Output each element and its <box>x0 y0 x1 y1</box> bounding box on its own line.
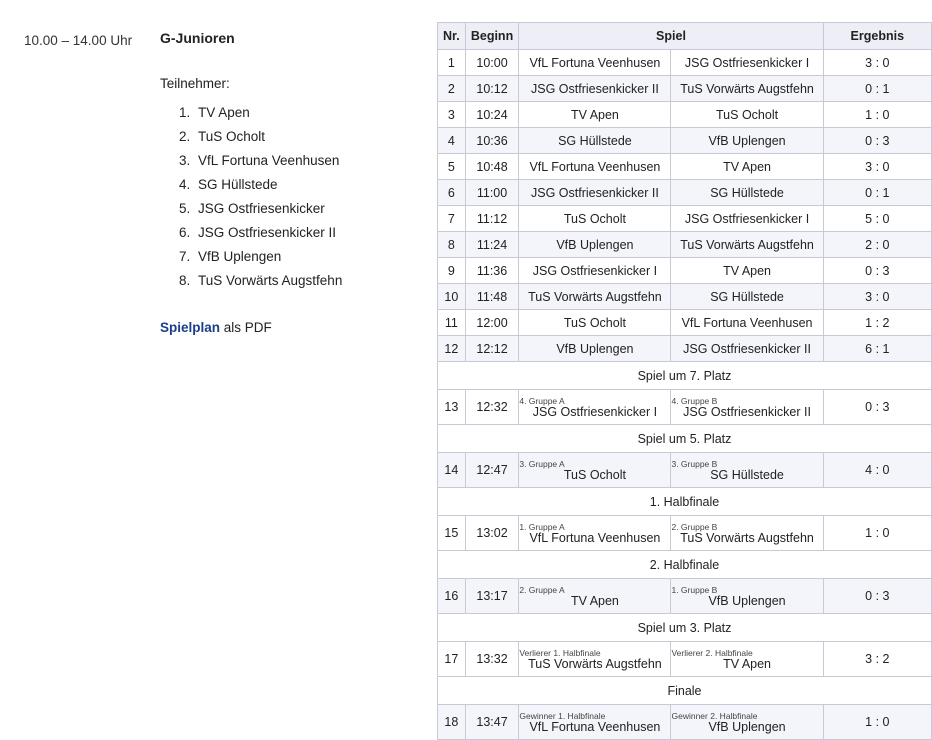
team-name: TuS Ocholt <box>563 467 626 482</box>
table-header-row <box>438 23 932 50</box>
cell-nr: 17 <box>438 642 466 677</box>
cell-team-away <box>671 50 823 76</box>
team-name: JSG Ostfriesenkicker II <box>683 404 811 419</box>
cell-result: 1 : 0 <box>823 705 931 740</box>
team-qualifier-note: Gewinner 1. Halbfinale <box>519 710 606 721</box>
cell-nr: 9 <box>438 258 466 284</box>
table-row <box>438 180 932 206</box>
cell-team-away <box>671 206 823 232</box>
team-qualifier-note: 2. Gruppe B <box>671 521 718 532</box>
cell-team-home <box>519 579 671 614</box>
cell-beginn: 12:32 <box>465 390 519 425</box>
cell-result: 4 : 0 <box>823 453 931 488</box>
team-name: VfL Fortuna Veenhusen <box>529 719 661 734</box>
cell-team-home <box>519 232 671 258</box>
cell-team-away <box>671 232 823 258</box>
cell-team-away <box>671 76 823 102</box>
cell-result: 0 : 3 <box>823 258 931 284</box>
cell-team-home <box>519 154 671 180</box>
cell-beginn: 12:12 <box>465 336 519 362</box>
section-row <box>438 677 932 705</box>
team-name: JSG Ostfriesenkicker I <box>532 263 658 278</box>
section-title: 2. Halbfinale <box>438 551 932 579</box>
cell-team-home <box>519 50 671 76</box>
table-row <box>438 50 932 76</box>
cell-beginn: 13:47 <box>465 705 519 740</box>
cell-team-home <box>519 453 671 488</box>
cell-beginn: 11:36 <box>465 258 519 284</box>
cell-result: 3 : 0 <box>823 50 931 76</box>
team-qualifier-note: 2. Gruppe A <box>519 584 565 595</box>
team-name: VfB Uplengen <box>708 133 786 148</box>
section-row <box>438 362 932 390</box>
team-qualifier-note: Gewinner 2. Halbfinale <box>671 710 758 721</box>
cell-result: 0 : 1 <box>823 180 931 206</box>
cell-team-away <box>671 102 823 128</box>
cell-result: 5 : 0 <box>823 206 931 232</box>
cell-result: 0 : 3 <box>823 390 931 425</box>
table-row <box>438 705 932 740</box>
participant-item: 1. TV Apen <box>194 105 414 120</box>
cell-result: 0 : 3 <box>823 579 931 614</box>
event-time-range: 10.00 – 14.00 Uhr <box>24 33 133 48</box>
team-name: VfB Uplengen <box>556 237 634 252</box>
team-name: TuS Vorwärts Augstfehn <box>680 81 814 96</box>
cell-team-away <box>671 516 823 551</box>
team-name: VfL Fortuna Veenhusen <box>681 315 813 330</box>
time-column <box>0 22 160 740</box>
participants-label: Teilnehmer: <box>160 76 230 91</box>
cell-beginn: 12:00 <box>465 310 519 336</box>
cell-result: 6 : 1 <box>823 336 931 362</box>
team-name: TV Apen <box>723 656 772 671</box>
cell-nr: 14 <box>438 453 466 488</box>
participant-item: 3. VfL Fortuna Veenhusen <box>194 153 414 168</box>
team-name: TuS Vorwärts Augstfehn <box>680 530 814 545</box>
table-row <box>438 579 932 614</box>
table-row <box>438 336 932 362</box>
cell-team-home <box>519 642 671 677</box>
cell-nr: 16 <box>438 579 466 614</box>
cell-beginn: 11:48 <box>465 284 519 310</box>
cell-nr: 2 <box>438 76 466 102</box>
cell-beginn: 11:24 <box>465 232 519 258</box>
team-name: JSG Ostfriesenkicker II <box>531 185 659 200</box>
team-name: SG Hüllstede <box>710 467 784 482</box>
cell-result: 2 : 0 <box>823 232 931 258</box>
cell-nr: 1 <box>438 50 466 76</box>
cell-nr: 3 <box>438 102 466 128</box>
table-row <box>438 258 932 284</box>
cell-nr: 11 <box>438 310 466 336</box>
cell-team-home <box>519 102 671 128</box>
cell-nr: 18 <box>438 705 466 740</box>
cell-team-away <box>671 310 823 336</box>
header-ergebnis: Ergebnis <box>823 23 931 50</box>
cell-nr: 13 <box>438 390 466 425</box>
team-name: VfL Fortuna Veenhusen <box>529 159 661 174</box>
participant-item: 7. VfB Uplengen <box>194 249 414 264</box>
table-row <box>438 642 932 677</box>
cell-beginn: 11:12 <box>465 206 519 232</box>
schedule-table-body <box>438 50 932 740</box>
table-row <box>438 206 932 232</box>
team-qualifier-note: Verlierer 1. Halbfinale <box>519 647 601 658</box>
table-row <box>438 154 932 180</box>
team-name: SG Hüllstede <box>558 133 632 148</box>
team-name: VfB Uplengen <box>708 719 786 734</box>
header-nr: Nr. <box>438 23 466 50</box>
team-name: TuS Vorwärts Augstfehn <box>528 289 662 304</box>
cell-team-home <box>519 310 671 336</box>
cell-beginn: 10:48 <box>465 154 519 180</box>
team-name: VfL Fortuna Veenhusen <box>529 530 661 545</box>
cell-team-home <box>519 390 671 425</box>
section-row <box>438 425 932 453</box>
pdf-line <box>160 320 414 335</box>
team-name: JSG Ostfriesenkicker I <box>684 211 810 226</box>
team-qualifier-note: 3. Gruppe B <box>671 458 718 469</box>
section-title: Spiel um 3. Platz <box>438 614 932 642</box>
cell-team-home <box>519 284 671 310</box>
team-name: TuS Ocholt <box>716 107 779 122</box>
cell-team-home <box>519 180 671 206</box>
cell-beginn: 12:47 <box>465 453 519 488</box>
cell-team-away <box>671 336 823 362</box>
cell-beginn: 11:00 <box>465 180 519 206</box>
cell-team-away <box>671 258 823 284</box>
schedule-table-head <box>438 23 932 50</box>
cell-beginn: 13:02 <box>465 516 519 551</box>
participant-item: 5. JSG Ostfriesenkicker <box>194 201 414 216</box>
cell-team-away <box>671 579 823 614</box>
cell-team-home <box>519 258 671 284</box>
pdf-rest-text: als PDF <box>220 320 272 335</box>
cell-beginn: 13:32 <box>465 642 519 677</box>
cell-team-home <box>519 705 671 740</box>
cell-beginn: 10:00 <box>465 50 519 76</box>
cell-result: 1 : 2 <box>823 310 931 336</box>
cell-beginn: 10:36 <box>465 128 519 154</box>
cell-team-away <box>671 154 823 180</box>
team-name: TV Apen <box>723 263 772 278</box>
cell-result: 0 : 3 <box>823 128 931 154</box>
cell-result: 3 : 0 <box>823 154 931 180</box>
info-column <box>160 22 414 740</box>
team-name: TuS Ocholt <box>563 315 626 330</box>
cell-beginn: 13:17 <box>465 579 519 614</box>
table-row <box>438 453 932 488</box>
section-row <box>438 551 932 579</box>
cell-team-away <box>671 642 823 677</box>
cell-team-away <box>671 284 823 310</box>
schedule-column <box>414 22 932 740</box>
team-name: TuS Vorwärts Augstfehn <box>528 656 662 671</box>
schedule-table <box>437 22 932 740</box>
team-name: JSG Ostfriesenkicker II <box>683 341 811 356</box>
cell-team-away <box>671 128 823 154</box>
cell-team-away <box>671 390 823 425</box>
team-name: SG Hüllstede <box>710 185 784 200</box>
team-name: JSG Ostfriesenkicker I <box>532 404 658 419</box>
team-qualifier-note: Verlierer 2. Halbfinale <box>671 647 753 658</box>
table-row <box>438 128 932 154</box>
cell-result: 3 : 0 <box>823 284 931 310</box>
team-name: VfL Fortuna Veenhusen <box>529 55 661 70</box>
team-qualifier-note: 4. Gruppe A <box>519 395 565 406</box>
section-row <box>438 614 932 642</box>
table-row <box>438 76 932 102</box>
cell-result: 1 : 0 <box>823 516 931 551</box>
cell-nr: 7 <box>438 206 466 232</box>
participant-item: 4. SG Hüllstede <box>194 177 414 192</box>
header-beginn: Beginn <box>465 23 519 50</box>
cell-nr: 10 <box>438 284 466 310</box>
participants-list <box>160 105 414 288</box>
team-name: TuS Vorwärts Augstfehn <box>680 237 814 252</box>
cell-team-away <box>671 453 823 488</box>
cell-team-home <box>519 76 671 102</box>
team-qualifier-note: 1. Gruppe A <box>519 521 565 532</box>
cell-team-home <box>519 516 671 551</box>
section-title: Finale <box>438 677 932 705</box>
section-title: 1. Halbfinale <box>438 488 932 516</box>
cell-team-away <box>671 705 823 740</box>
table-row <box>438 390 932 425</box>
team-qualifier-note: 4. Gruppe B <box>671 395 718 406</box>
team-name: JSG Ostfriesenkicker I <box>684 55 810 70</box>
table-row <box>438 102 932 128</box>
cell-nr: 5 <box>438 154 466 180</box>
team-name: TuS Ocholt <box>563 211 626 226</box>
participant-item: 8. TuS Vorwärts Augstfehn <box>194 273 414 288</box>
cell-nr: 8 <box>438 232 466 258</box>
team-qualifier-note: 3. Gruppe A <box>519 458 565 469</box>
cell-nr: 4 <box>438 128 466 154</box>
section-title: Spiel um 5. Platz <box>438 425 932 453</box>
cell-team-home <box>519 206 671 232</box>
team-qualifier-note: 1. Gruppe B <box>671 584 718 595</box>
cell-beginn: 10:12 <box>465 76 519 102</box>
team-name: VfB Uplengen <box>556 341 634 356</box>
table-row <box>438 284 932 310</box>
team-name: TV Apen <box>723 159 772 174</box>
team-name: VfB Uplengen <box>708 593 786 608</box>
table-row <box>438 516 932 551</box>
table-row <box>438 232 932 258</box>
section-title: Spiel um 7. Platz <box>438 362 932 390</box>
table-row <box>438 310 932 336</box>
team-name: SG Hüllstede <box>710 289 784 304</box>
team-name: TV Apen <box>570 107 619 122</box>
team-name: JSG Ostfriesenkicker II <box>531 81 659 96</box>
section-row <box>438 488 932 516</box>
participant-item: 2. TuS Ocholt <box>194 129 414 144</box>
cell-team-home <box>519 336 671 362</box>
cell-team-home <box>519 128 671 154</box>
cell-result: 1 : 0 <box>823 102 931 128</box>
participant-item: 6. JSG Ostfriesenkicker II <box>194 225 414 240</box>
spielplan-pdf-link[interactable]: Spielplan <box>160 320 221 335</box>
cell-nr: 6 <box>438 180 466 206</box>
header-spiel: Spiel <box>519 23 823 50</box>
cell-team-away <box>671 180 823 206</box>
team-name: TV Apen <box>570 593 619 608</box>
cell-nr: 12 <box>438 336 466 362</box>
cell-nr: 15 <box>438 516 466 551</box>
cell-beginn: 10:24 <box>465 102 519 128</box>
age-group-title: G-Junioren <box>160 30 235 46</box>
cell-result: 3 : 2 <box>823 642 931 677</box>
cell-result: 0 : 1 <box>823 76 931 102</box>
